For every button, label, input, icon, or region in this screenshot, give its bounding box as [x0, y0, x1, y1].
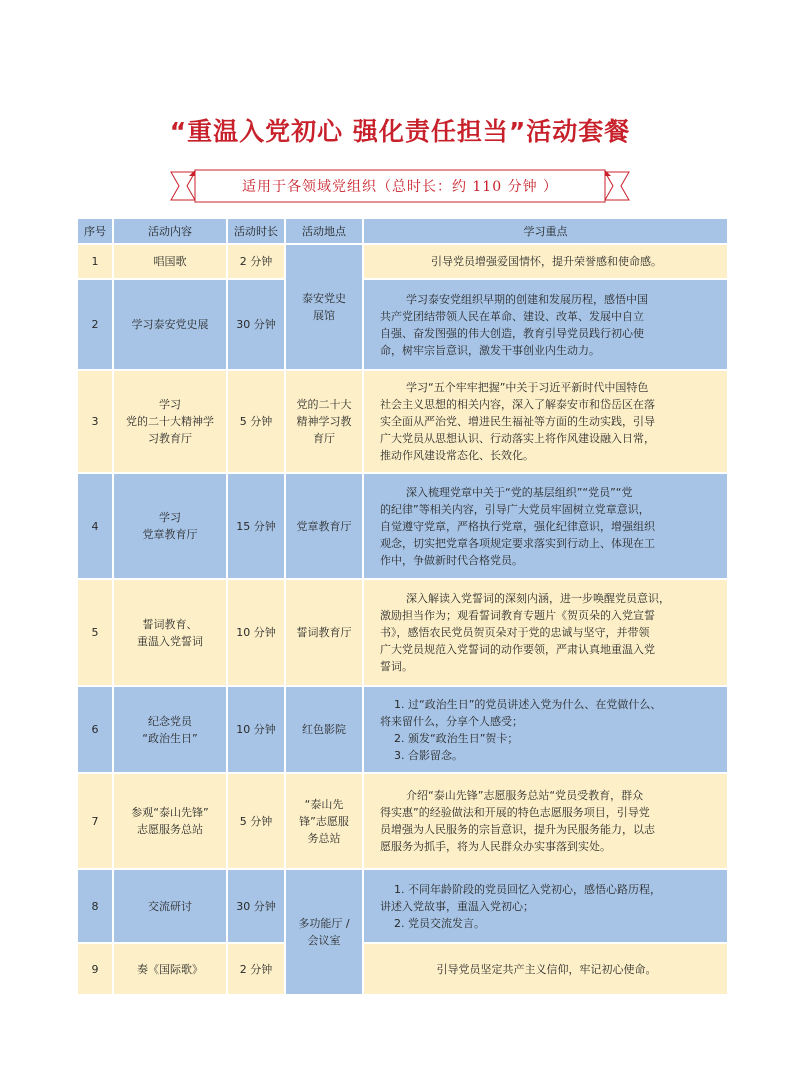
focus-line: 广大党员规范入党誓词的动作要领，严肃认真地重温入党 [380, 643, 655, 656]
cell-content: 交流研讨 [114, 870, 226, 942]
cell-no: 6 [78, 687, 112, 772]
cell-duration: 10 分钟 [228, 580, 284, 685]
header-location: 活动地点 [286, 219, 362, 243]
cell-location: 党章教育厅 [286, 474, 362, 578]
table-row [78, 474, 727, 578]
cell-focus [364, 280, 727, 369]
focus-line: 介绍“泰山先锋”志愿服务总站“党员受教育，群众 [406, 789, 644, 802]
cell-location: 多功能厅 / 会议室 [286, 870, 362, 994]
header-duration: 活动时长 [228, 219, 284, 243]
focus-line: 誓词。 [380, 660, 413, 673]
cell-content: 学习泰安党史展 [114, 280, 226, 369]
cell-no: 4 [78, 474, 112, 578]
table-row [78, 245, 727, 278]
cell-location: “泰山先 锋”志愿服 务总站 [286, 774, 362, 868]
table-row [78, 580, 727, 685]
cell-no: 2 [78, 280, 112, 369]
cell-content: 奏《国际歌》 [114, 944, 226, 994]
focus-line: 愿服务为抓手，将为人民群众办实事落到实处。 [380, 840, 611, 853]
focus-line: 员增强为人民服务的宗旨意识，提升为民服务能力，以志 [380, 823, 655, 836]
table-row [78, 371, 727, 472]
header-focus: 学习重点 [364, 219, 727, 243]
cell-duration: 30 分钟 [228, 870, 284, 942]
focus-line: 作中，争做新时代合格党员。 [380, 553, 523, 567]
focus-line: 学习“五个牢牢把握”中关于习近平新时代中国特色 [406, 381, 649, 394]
focus-line: 将来留什么，分享个人感受； [380, 714, 523, 728]
focus-line: 自觉遵守党章，严格执行党章，强化纪律意识，增强组织 [380, 519, 655, 533]
table-row [78, 944, 727, 994]
focus-line: 学习泰安党组织早期的创建和发展历程，感悟中国 [406, 292, 648, 306]
cell-focus [364, 371, 727, 472]
cell-no: 8 [78, 870, 112, 942]
cell-duration: 2 分钟 [228, 245, 284, 278]
cell-focus [364, 245, 727, 278]
subtitle: 适用于各领域党组织（总时长：约 110 分钟 ） [241, 179, 559, 195]
focus-line: 深入梳理党章中关于“党的基层组织”“党员”“党 [406, 485, 633, 499]
focus-line: 引导党员坚定共产主义信仰，牢记初心使命。 [436, 962, 657, 976]
cell-duration: 5 分钟 [228, 774, 284, 868]
cell-content: 唱国歌 [114, 245, 226, 278]
cell-content: 学习 党章教育厅 [114, 474, 226, 578]
cell-location: 党的二十大 精神学习教 育厅 [286, 371, 362, 472]
focus-line: 1. 过“政治生日”的党员讲述入党为什么、在党做什么、 [394, 697, 662, 711]
focus-line: 自强、奋发图强的伟大创造，教育引导党员践行初心使 [380, 326, 644, 340]
cell-focus [364, 580, 727, 685]
cell-duration: 30 分钟 [228, 280, 284, 369]
focus-line: 广大党员从思想认识、行动落实上将作风建设融入日常， [380, 432, 655, 445]
subtitle-ribbon [165, 166, 635, 206]
table-row [78, 774, 727, 868]
cell-duration: 5 分钟 [228, 371, 284, 472]
header-content: 活动内容 [114, 219, 226, 243]
focus-line: 观念，切实把党章各项规定要求落实到行动上、体现在工 [380, 536, 655, 550]
table-row [78, 280, 727, 369]
focus-line: 命，树牢宗旨意识，激发干事创业内生动力。 [380, 343, 600, 357]
focus-line: 2. 党员交流发言。 [394, 916, 485, 930]
cell-location: 泰安党史 展馆 [286, 245, 362, 369]
focus-line: 得实惠”的经验做法和开展的特色志愿服务项目，引导党 [380, 806, 650, 819]
cell-duration: 10 分钟 [228, 687, 284, 772]
focus-line: 书》，感悟农民党员贺页朵对于党的忠诚与坚守，并带领 [380, 626, 650, 639]
focus-line: 讲述入党故事，重温入党初心； [380, 899, 534, 913]
focus-line: 深入解读入党誓词的深刻内涵，进一步唤醒党员意识， [406, 592, 670, 605]
cell-location: 誓词教育厅 [286, 580, 362, 685]
focus-line: 推动作风建设常态化、长效化。 [380, 449, 534, 462]
cell-focus [364, 944, 727, 994]
focus-line: 的纪律”等相关内容，引导广大党员牢固树立党章意识， [380, 502, 650, 516]
cell-focus [364, 687, 727, 772]
cell-content: 参观“泰山先锋” 志愿服务总站 [114, 774, 226, 868]
cell-focus [364, 870, 727, 942]
cell-focus [364, 774, 727, 868]
cell-no: 3 [78, 371, 112, 472]
focus-line: 共产党团结带领人民在革命、建设、改革、发展中自立 [380, 309, 644, 323]
activity-table [78, 217, 723, 996]
table-row [78, 687, 727, 772]
cell-content: 誓词教育、 重温入党誓词 [114, 580, 226, 685]
focus-line: 3. 合影留念。 [394, 748, 463, 762]
page-title: “重温入党初心 强化责任担当”活动套餐 [169, 117, 631, 146]
header-no: 序号 [78, 219, 112, 243]
cell-no: 1 [78, 245, 112, 278]
table-header-row [78, 219, 727, 243]
focus-line: 激励担当作为；观看誓词教育专题片《贺页朵的入党宣誓 [380, 609, 655, 622]
cell-duration: 15 分钟 [228, 474, 284, 578]
focus-line: 实全面从严治党、增进民生福祉等方面的生动实践，引导 [380, 415, 655, 428]
table-row [78, 870, 727, 942]
focus-line: 2. 颁发“政治生日”贺卡； [394, 731, 519, 745]
cell-location: 红色影院 [286, 687, 362, 772]
cell-content: 学习 党的二十大精神学 习教育厅 [114, 371, 226, 472]
focus-line: 社会主义思想的相关内容，深入了解泰安市和岱岳区在落 [380, 398, 655, 411]
focus-line: 1. 不同年龄阶段的党员回忆入党初心，感悟心路历程， [394, 882, 661, 896]
cell-no: 9 [78, 944, 112, 994]
focus-line: 引导党员增强爱国情怀，提升荣誉感和使命感。 [431, 255, 662, 268]
cell-duration: 2 分钟 [228, 944, 284, 994]
cell-content: 纪念党员 “政治生日” [114, 687, 226, 772]
cell-focus [364, 474, 727, 578]
cell-no: 7 [78, 774, 112, 868]
cell-no: 5 [78, 580, 112, 685]
